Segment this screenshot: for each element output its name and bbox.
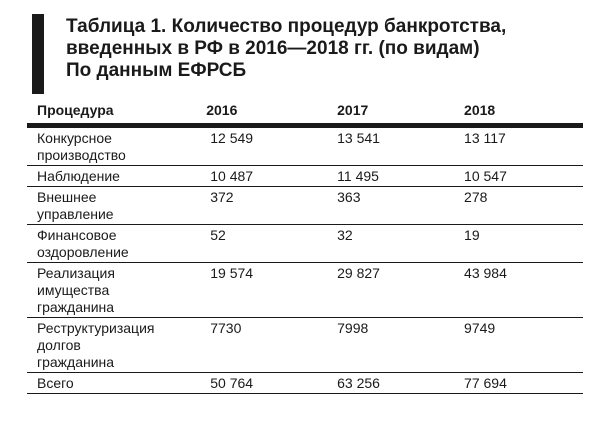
value-2017-cell: 11 495 [329, 166, 456, 187]
table-title [66, 16, 586, 82]
value-2018-cell: 43 984 [456, 263, 583, 318]
value-2017-cell: 63 256 [329, 373, 456, 394]
header-2016: 2016 [206, 96, 329, 126]
procedure-name-cell [27, 263, 206, 318]
procedure-name-line: Наблюдение [37, 168, 120, 184]
procedure-name-cell [27, 318, 206, 373]
procedure-name-cell [27, 166, 206, 187]
value-2018-cell: 77 694 [456, 373, 583, 394]
procedure-name-line: Внешнее [37, 189, 97, 205]
value-2016-cell: 10 487 [206, 166, 329, 187]
header-2018: 2018 [456, 96, 583, 126]
table-row [27, 166, 583, 187]
value-2018-cell: 10 547 [456, 166, 583, 187]
value-2017-cell: 363 [329, 187, 456, 225]
value-2016-cell: 52 [206, 225, 329, 263]
title-line-1: Таблица 1. Количество процедур банкротства, [66, 16, 507, 37]
procedure-name-line: оздоровление [37, 244, 129, 260]
table-row [27, 373, 583, 394]
value-2018-cell: 19 [456, 225, 583, 263]
value-2016-cell: 372 [206, 187, 329, 225]
procedure-name-line: Реализация [37, 265, 115, 281]
procedure-name-line: производство [37, 147, 126, 163]
header-2017: 2017 [329, 96, 456, 126]
table-header-row [27, 96, 583, 126]
table-row [27, 225, 583, 263]
table-row [27, 187, 583, 225]
procedure-name-cell [27, 225, 206, 263]
procedure-name-line: Финансовое [37, 227, 117, 243]
bankruptcy-procedures-table [27, 96, 583, 394]
value-2017-cell: 29 827 [329, 263, 456, 318]
table-row [27, 126, 583, 166]
table-row [27, 263, 583, 318]
header-procedure: Процедура [27, 96, 206, 126]
value-2016-cell: 7730 [206, 318, 329, 373]
value-2017-cell: 32 [329, 225, 456, 263]
title-line-3: По данным ЕФРСБ [66, 60, 247, 81]
procedure-name-line: гражданина [37, 354, 115, 370]
value-2018-cell: 13 117 [456, 126, 583, 166]
value-2016-cell: 19 574 [206, 263, 329, 318]
value-2016-cell: 12 549 [206, 126, 329, 166]
procedure-name-line: Всего [37, 375, 74, 391]
procedure-name-line: Конкурсное [37, 130, 112, 146]
procedure-name-line: долгов [37, 337, 81, 353]
value-2018-cell: 278 [456, 187, 583, 225]
procedure-name-cell [27, 373, 206, 394]
procedure-name-line: Реструктуризация [37, 320, 155, 336]
value-2018-cell: 9749 [456, 318, 583, 373]
table-row [27, 318, 583, 373]
value-2016-cell: 50 764 [206, 373, 329, 394]
title-line-2: введенных в РФ в 2016—2018 гг. (по видам) [66, 38, 480, 59]
procedure-name-cell [27, 187, 206, 225]
procedure-name-line: управление [37, 206, 114, 222]
procedure-name-line: гражданина [37, 299, 115, 315]
value-2017-cell: 7998 [329, 318, 456, 373]
value-2017-cell: 13 541 [329, 126, 456, 166]
procedure-name-line: имущества [37, 282, 110, 298]
title-accent-bar [32, 14, 44, 94]
procedure-name-cell [27, 126, 206, 166]
